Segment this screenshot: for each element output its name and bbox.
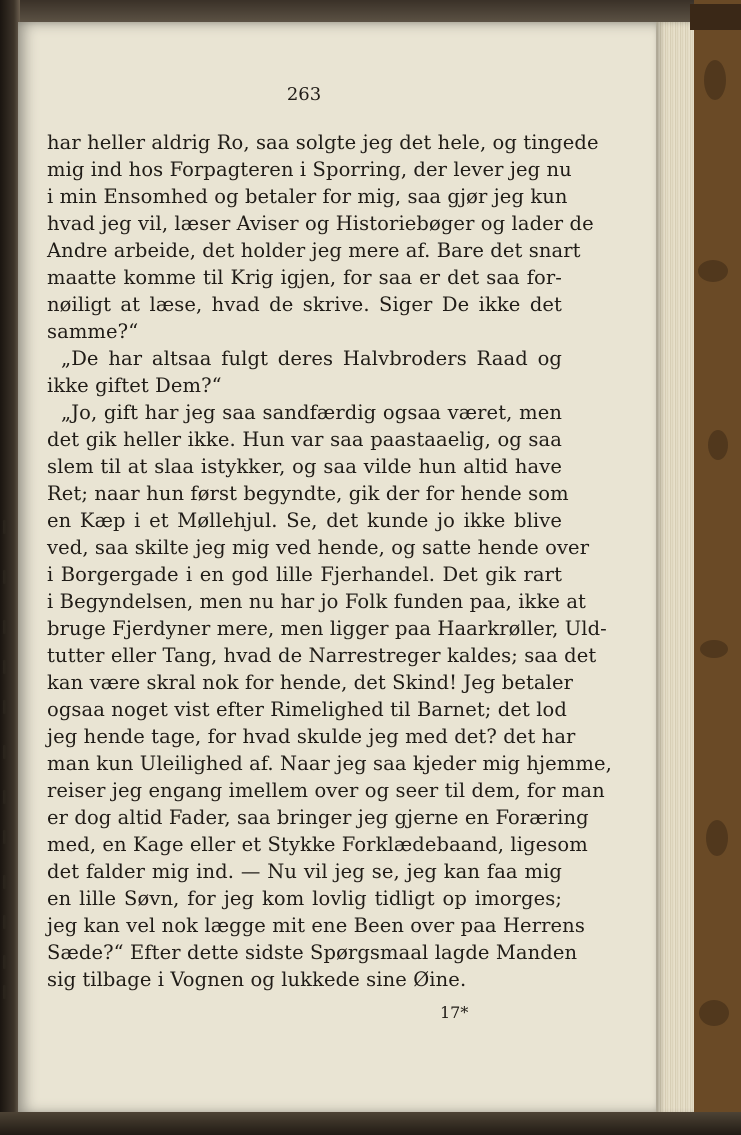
text-line: mig ind hos Forpagteren i Sporring, der lever jeg nu xyxy=(47,158,572,181)
text-line: er dog altid Fader, saa bringer jeg gjerne en Foræring xyxy=(47,806,589,829)
text-line: bruge Fjerdyner mere, men ligger paa Haarkrøller, Uld- xyxy=(47,617,607,640)
text-line: Sæde?“ Efter dette sidste Spørgsmaal lagde Manden xyxy=(47,941,578,964)
book-cover-edge xyxy=(694,0,741,1135)
text-line: kan være skral nok for hende, det Skind! Jeg betaler xyxy=(47,671,574,694)
text-line: det falder mig ind. — Nu vil jeg se, jeg kan faa mig xyxy=(47,860,562,883)
text-line: reiser jeg engang imellem over og seer til dem, for man xyxy=(47,779,605,802)
text-line: „De har altsaa fulgt deres Halvbroders Raad og xyxy=(61,347,562,370)
cover-top-band xyxy=(690,4,741,30)
text-line: nøiligt at læse, hvad de skrive. Siger De ikke det xyxy=(47,293,562,316)
text-line: sig tilbage i Vognen og lukkede sine Øine. xyxy=(47,968,467,991)
text-line: i min Ensomhed og betaler for mig, saa gjør jeg kun xyxy=(47,185,568,208)
page-stack-edges xyxy=(656,22,698,1114)
text-line: man kun Uleilighed af. Naar jeg saa kjeder mig hjemme, xyxy=(47,752,612,775)
text-line: det gik heller ikke. Hun var saa paastaaelig, og saa xyxy=(47,428,562,451)
page-number: 263 xyxy=(286,84,322,105)
scan-bottom-edge xyxy=(0,1112,741,1135)
text-line: „Jo, gift har jeg saa sandfærdig ogsaa været, men xyxy=(61,401,562,424)
gutter-binding-marks xyxy=(0,0,12,1135)
text-line: ogsaa noget vist efter Rimelighed til Barnet; det lod xyxy=(47,698,567,721)
text-line: hvad jeg vil, læser Aviser og Historiebøger og lader de xyxy=(47,212,594,235)
text-line: slem til at slaa istykker, og saa vilde hun altid have xyxy=(47,455,562,478)
text-line: i Borgergade i en god lille Fjerhandel. Det gik rart xyxy=(47,563,562,586)
text-line: en Kæp i et Møllehjul. Se, det kunde jo ikke blive xyxy=(47,509,562,532)
text-line: jeg hende tage, for hvad skulde jeg med det? det har xyxy=(47,725,576,748)
text-line: i Begyndelsen, men nu har jo Folk funden paa, ikke at xyxy=(47,590,586,613)
text-line: Ret; naar hun først begyndte, gik der for hende som xyxy=(47,482,569,505)
text-line: en lille Søvn, for jeg kom lovlig tidligt op imorges; xyxy=(47,887,562,910)
text-line: Andre arbeide, det holder jeg mere af. Bare det snart xyxy=(47,239,581,262)
text-line: med, en Kage eller et Stykke Forklædebaand, ligesom xyxy=(47,833,588,856)
scan-top-edge xyxy=(0,0,741,24)
text-line: tutter eller Tang, hvad de Narrestreger kaldes; saa det xyxy=(47,644,597,667)
text-line: ved, saa skilte jeg mig ved hende, og satte hende over xyxy=(47,536,590,559)
text-line: jeg kan vel nok lægge mit ene Been over paa Herrens xyxy=(47,914,585,937)
text-line: maatte komme til Krig igjen, for saa er det saa for- xyxy=(47,266,562,289)
text-line: har heller aldrig Ro, saa solgte jeg det hele, og tingede xyxy=(47,131,599,154)
text-line: samme?“ xyxy=(47,320,139,343)
text-line: ikke giftet Dem?“ xyxy=(47,374,222,397)
signature-mark: 17* xyxy=(440,1003,469,1022)
